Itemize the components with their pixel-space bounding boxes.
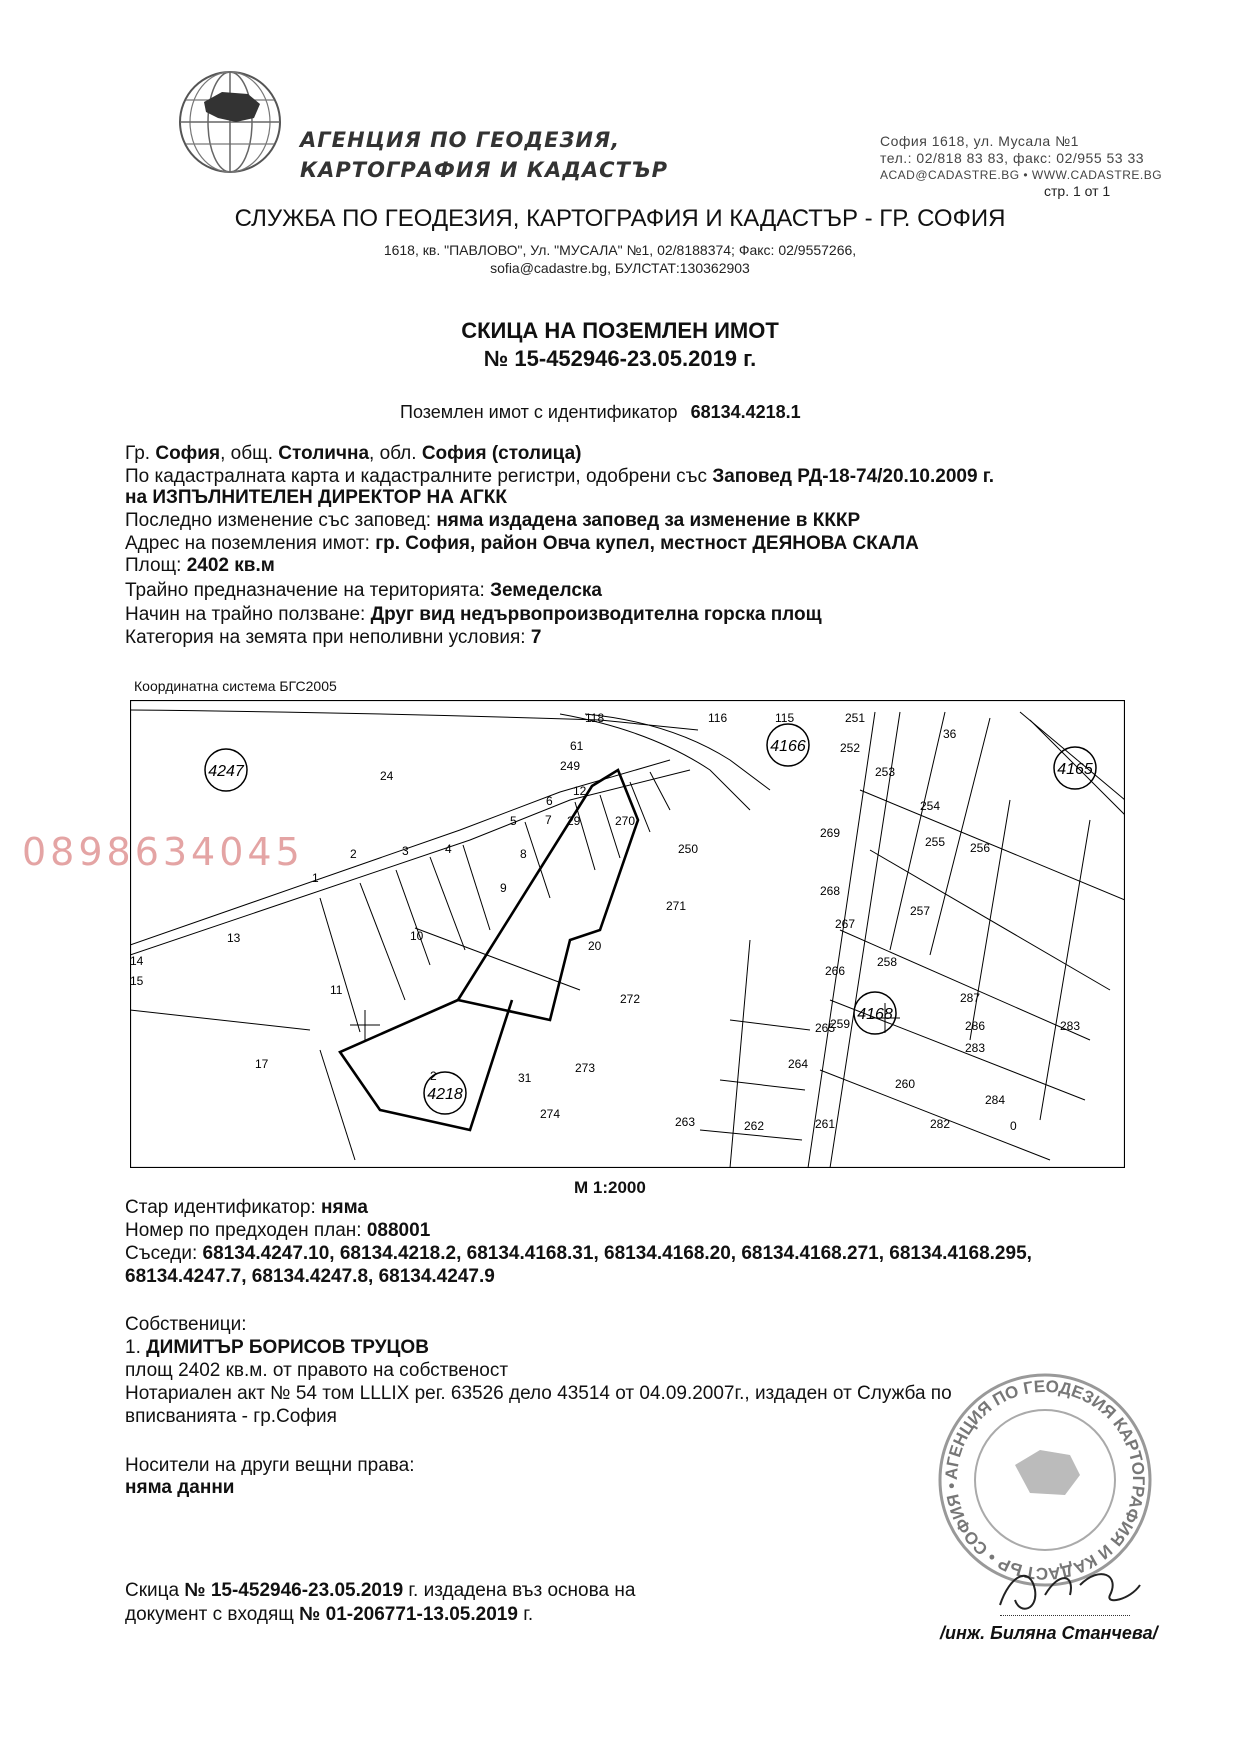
parcel-label: 270 xyxy=(615,814,636,828)
parcel-label: 284 xyxy=(985,1093,1006,1107)
parcel-label: 260 xyxy=(895,1077,916,1091)
parcel-label: 254 xyxy=(920,799,941,813)
identifier-line xyxy=(400,402,801,423)
parcel-label: 259 xyxy=(830,1017,851,1031)
owner-deed-2: вписванията - гр.София xyxy=(125,1406,337,1427)
location-line xyxy=(125,443,581,464)
parcel-label: 5 xyxy=(510,814,517,828)
purpose-line xyxy=(125,580,602,601)
parcel-label: 11 xyxy=(330,983,343,997)
parcel-label: 262 xyxy=(744,1119,765,1133)
parcel-label: 267 xyxy=(835,917,856,931)
neighbors-line-2 xyxy=(125,1266,495,1287)
cadastral-map xyxy=(130,700,1125,1168)
parcel-label: 31 xyxy=(518,1071,532,1085)
purpose-value: Земеделска xyxy=(490,580,602,601)
parcel-label: 0 xyxy=(1010,1119,1017,1133)
page-indicator: стр. 1 от 1 xyxy=(1044,183,1111,199)
doc-number: № 01-206771-13.05.2019 xyxy=(299,1604,518,1625)
signer-name: /инж. Биляна Станчева/ xyxy=(940,1623,1158,1643)
old-id-line xyxy=(125,1197,368,1218)
issued-number: № 15-452946-23.05.2019 xyxy=(184,1580,404,1601)
municipality-label: , общ. xyxy=(220,443,273,464)
parcel-label: 20 xyxy=(588,939,602,953)
parcel-label: 6 xyxy=(546,794,553,808)
parcel-label: 1 xyxy=(312,871,319,885)
district-label: , обл. xyxy=(369,443,417,464)
parcel-label: 10 xyxy=(410,929,424,943)
last-change-line xyxy=(125,510,860,531)
parcel-label: 29 xyxy=(567,814,581,828)
parcel-label: 253 xyxy=(875,765,896,779)
owner-share: площ 2402 кв.м. от правото на собственост xyxy=(125,1360,509,1381)
agency-globe-logo xyxy=(170,62,290,182)
prev-plan-line xyxy=(125,1220,430,1241)
category-value: 7 xyxy=(530,627,542,648)
area-label: Площ: xyxy=(125,555,182,576)
rights-value: няма данни xyxy=(125,1477,235,1498)
owner-deed-1: Нотариален акт № 54 том LLLIX рег. 63526 дело 43514 от 04.09.2007г., издаден от Служба по xyxy=(125,1383,952,1404)
service-contact: sofia@cadastre.bg, БУЛСТАТ:130362903 xyxy=(490,260,750,276)
parcel-label: 265 xyxy=(815,1021,836,1035)
parcel-label: 9 xyxy=(500,881,507,895)
parcel-label: 115 xyxy=(775,711,795,725)
owners-label: Собственици: xyxy=(125,1314,247,1335)
parcel-label: 249 xyxy=(560,759,581,773)
purpose-label: Трайно предназначение на територията: xyxy=(125,580,485,601)
document-title: СКИЦА НА ПОЗЕМЛЕН ИМОТ xyxy=(461,318,779,343)
agency-web: ACAD@CADASTRE.BG • WWW.CADASTRE.BG xyxy=(880,168,1163,182)
last-change-value: няма издадена заповед за изменение в КККР xyxy=(436,510,861,531)
parcel-label: 268 xyxy=(820,884,841,898)
map-scale: М 1:2000 xyxy=(574,1178,646,1197)
parcel-label: 283 xyxy=(965,1041,986,1055)
order-by: на ИЗПЪЛНИТЕЛЕН ДИРЕКТОР НА АГКК xyxy=(125,487,507,508)
municipality-value: Столична xyxy=(278,443,370,464)
parcel-label: 283 xyxy=(1060,1019,1081,1033)
parcel-label: 116 xyxy=(708,711,728,725)
neighbors-value-2: 68134.4247.7, 68134.4247.8, 68134.4247.9 xyxy=(125,1266,495,1287)
old-id-value: няма xyxy=(321,1197,368,1218)
city-label: Гр. xyxy=(125,443,151,464)
map-order: Заповед РД-18-74/20.10.2009 г. xyxy=(712,466,995,487)
district-value: София (столица) xyxy=(421,443,582,464)
owner-name: ДИМИТЪР БОРИСОВ ТРУЦОВ xyxy=(146,1337,429,1358)
issued-line: Скица № 15-452946-23.05.2019 г. издадена въз основа на xyxy=(125,1580,636,1601)
parcel-label: 251 xyxy=(845,711,866,725)
category-label: Категория на земята при неполивни условия: xyxy=(125,627,526,648)
parcel-label: 2 xyxy=(350,847,357,861)
parcel-label: 252 xyxy=(840,741,861,755)
parcel-label: 261 xyxy=(815,1117,836,1131)
block-label: 4247 xyxy=(208,763,244,780)
city-value: София xyxy=(155,443,221,464)
usage-value: Друг вид недървопроизводителна горска площ xyxy=(370,604,822,625)
parcel-label: 258 xyxy=(877,955,898,969)
parcel-label: 13 xyxy=(227,931,241,945)
usage-line xyxy=(125,604,822,625)
doc-line: документ с входящ № 01-206771-13.05.2019 г. xyxy=(125,1604,534,1625)
parcel-label: 263 xyxy=(675,1115,696,1129)
identifier-value: 68134.4218.1 xyxy=(690,402,801,422)
agency-address: София 1618, ул. Мусала №1 xyxy=(880,133,1079,149)
agency-phone: тел.: 02/818 83 83, факс: 02/955 53 33 xyxy=(880,150,1145,166)
parcel-label: 250 xyxy=(678,842,699,856)
coordinate-system: Координатна система БГС2005 xyxy=(134,678,337,694)
parcel-label: 282 xyxy=(930,1117,951,1131)
svg-text:АГЕНЦИЯ ПО ГЕОДЕЗИЯ КАРТОГРАФИ: АГЕНЦИЯ ПО ГЕОДЕЗИЯ КАРТОГРАФИЯ И КАДАСТЪР • СОФИЯ • xyxy=(941,1376,1149,1584)
neighbors-label: Съседи: xyxy=(125,1243,198,1264)
usage-label: Начин на трайно ползване: xyxy=(125,604,366,625)
parcel-label: 17 xyxy=(255,1057,269,1071)
category-line xyxy=(125,627,541,648)
parcel-label: 7 xyxy=(545,813,552,827)
parcel-label: 61 xyxy=(570,739,584,753)
block-label: 4166 xyxy=(770,738,806,755)
parcel-label: 255 xyxy=(925,835,946,849)
identifier-label: Поземлен имот с идентификатор xyxy=(400,402,678,422)
parcel-label: 118 xyxy=(585,711,605,725)
block-label: 4218 xyxy=(427,1086,463,1103)
parcel-label: 3 xyxy=(402,844,409,858)
parcel-label: 286 xyxy=(965,1019,986,1033)
owner-line xyxy=(125,1337,429,1358)
watermark-phone: 0898634045 xyxy=(22,830,304,874)
parcel-label: 287 xyxy=(960,991,981,1005)
address-label: Адрес на поземления имот: xyxy=(125,533,370,554)
agency-name-line1: АГЕНЦИЯ ПО ГЕОДЕЗИЯ, xyxy=(300,128,621,152)
service-address: 1618, кв. "ПАВЛОВО", Ул. "МУСАЛА" №1, 02/8188374; Факс: 02/9557266, xyxy=(383,242,857,258)
prev-plan-value: 088001 xyxy=(366,1220,431,1241)
block-label: 4165 xyxy=(1057,761,1093,778)
parcel-label: 257 xyxy=(910,904,931,918)
old-id-label: Стар идентификатор: xyxy=(125,1197,316,1218)
parcel-label: 271 xyxy=(666,899,687,913)
area-line xyxy=(125,555,275,576)
parcel-label: 14 xyxy=(130,954,144,968)
service-name: СЛУЖБА ПО ГЕОДЕЗИЯ, КАРТОГРАФИЯ И КАДАСТЪР - ГР. СОФИЯ xyxy=(234,205,1006,232)
rights-label: Носители на други вещни права: xyxy=(125,1455,415,1476)
parcel-label: 266 xyxy=(825,964,846,978)
address-value: гр. София, район Овча купел, местност ДЕЯНОВА СКАЛА xyxy=(375,533,919,554)
map-approval-line xyxy=(125,466,994,487)
parcel-label: 269 xyxy=(820,826,841,840)
document-number: № 15-452946-23.05.2019 г. xyxy=(483,346,757,371)
parcel-label: 2 xyxy=(430,1069,437,1083)
parcel-label: 273 xyxy=(575,1061,596,1075)
parcel-label: 274 xyxy=(540,1107,561,1121)
parcel-label: 256 xyxy=(970,841,991,855)
parcel-label: 24 xyxy=(380,769,394,783)
parcel-label: 272 xyxy=(620,992,641,1006)
parcel-label: 264 xyxy=(788,1057,809,1071)
order-by-line xyxy=(125,487,507,508)
parcel-label: 4 xyxy=(445,842,452,856)
last-change-label: Последно изменение със заповед: xyxy=(125,510,432,531)
neighbors-value-1: 68134.4247.10, 68134.4218.2, 68134.4168.31, 68134.4168.20, 68134.4168.271, 68134.4168.295, xyxy=(202,1243,1032,1264)
parcel-label: 8 xyxy=(520,847,527,861)
block-label: 4168 xyxy=(857,1006,893,1023)
parcel-label: 12 xyxy=(573,784,587,798)
address-line xyxy=(125,533,919,554)
map-approval-label: По кадастралната карта и кадастралните регистри, одобрени със xyxy=(125,466,708,487)
prev-plan-label: Номер по предходен план: xyxy=(125,1220,362,1241)
parcel-label: 15 xyxy=(130,974,144,988)
agency-name-line2: КАРТОГРАФИЯ И КАДАСТЪР xyxy=(300,158,669,182)
owner-number: 1. xyxy=(125,1337,141,1358)
area-value: 2402 кв.м xyxy=(186,555,275,576)
signature-line xyxy=(1000,1615,1130,1616)
parcel-label: 36 xyxy=(943,727,957,741)
neighbors-line xyxy=(125,1243,1032,1264)
